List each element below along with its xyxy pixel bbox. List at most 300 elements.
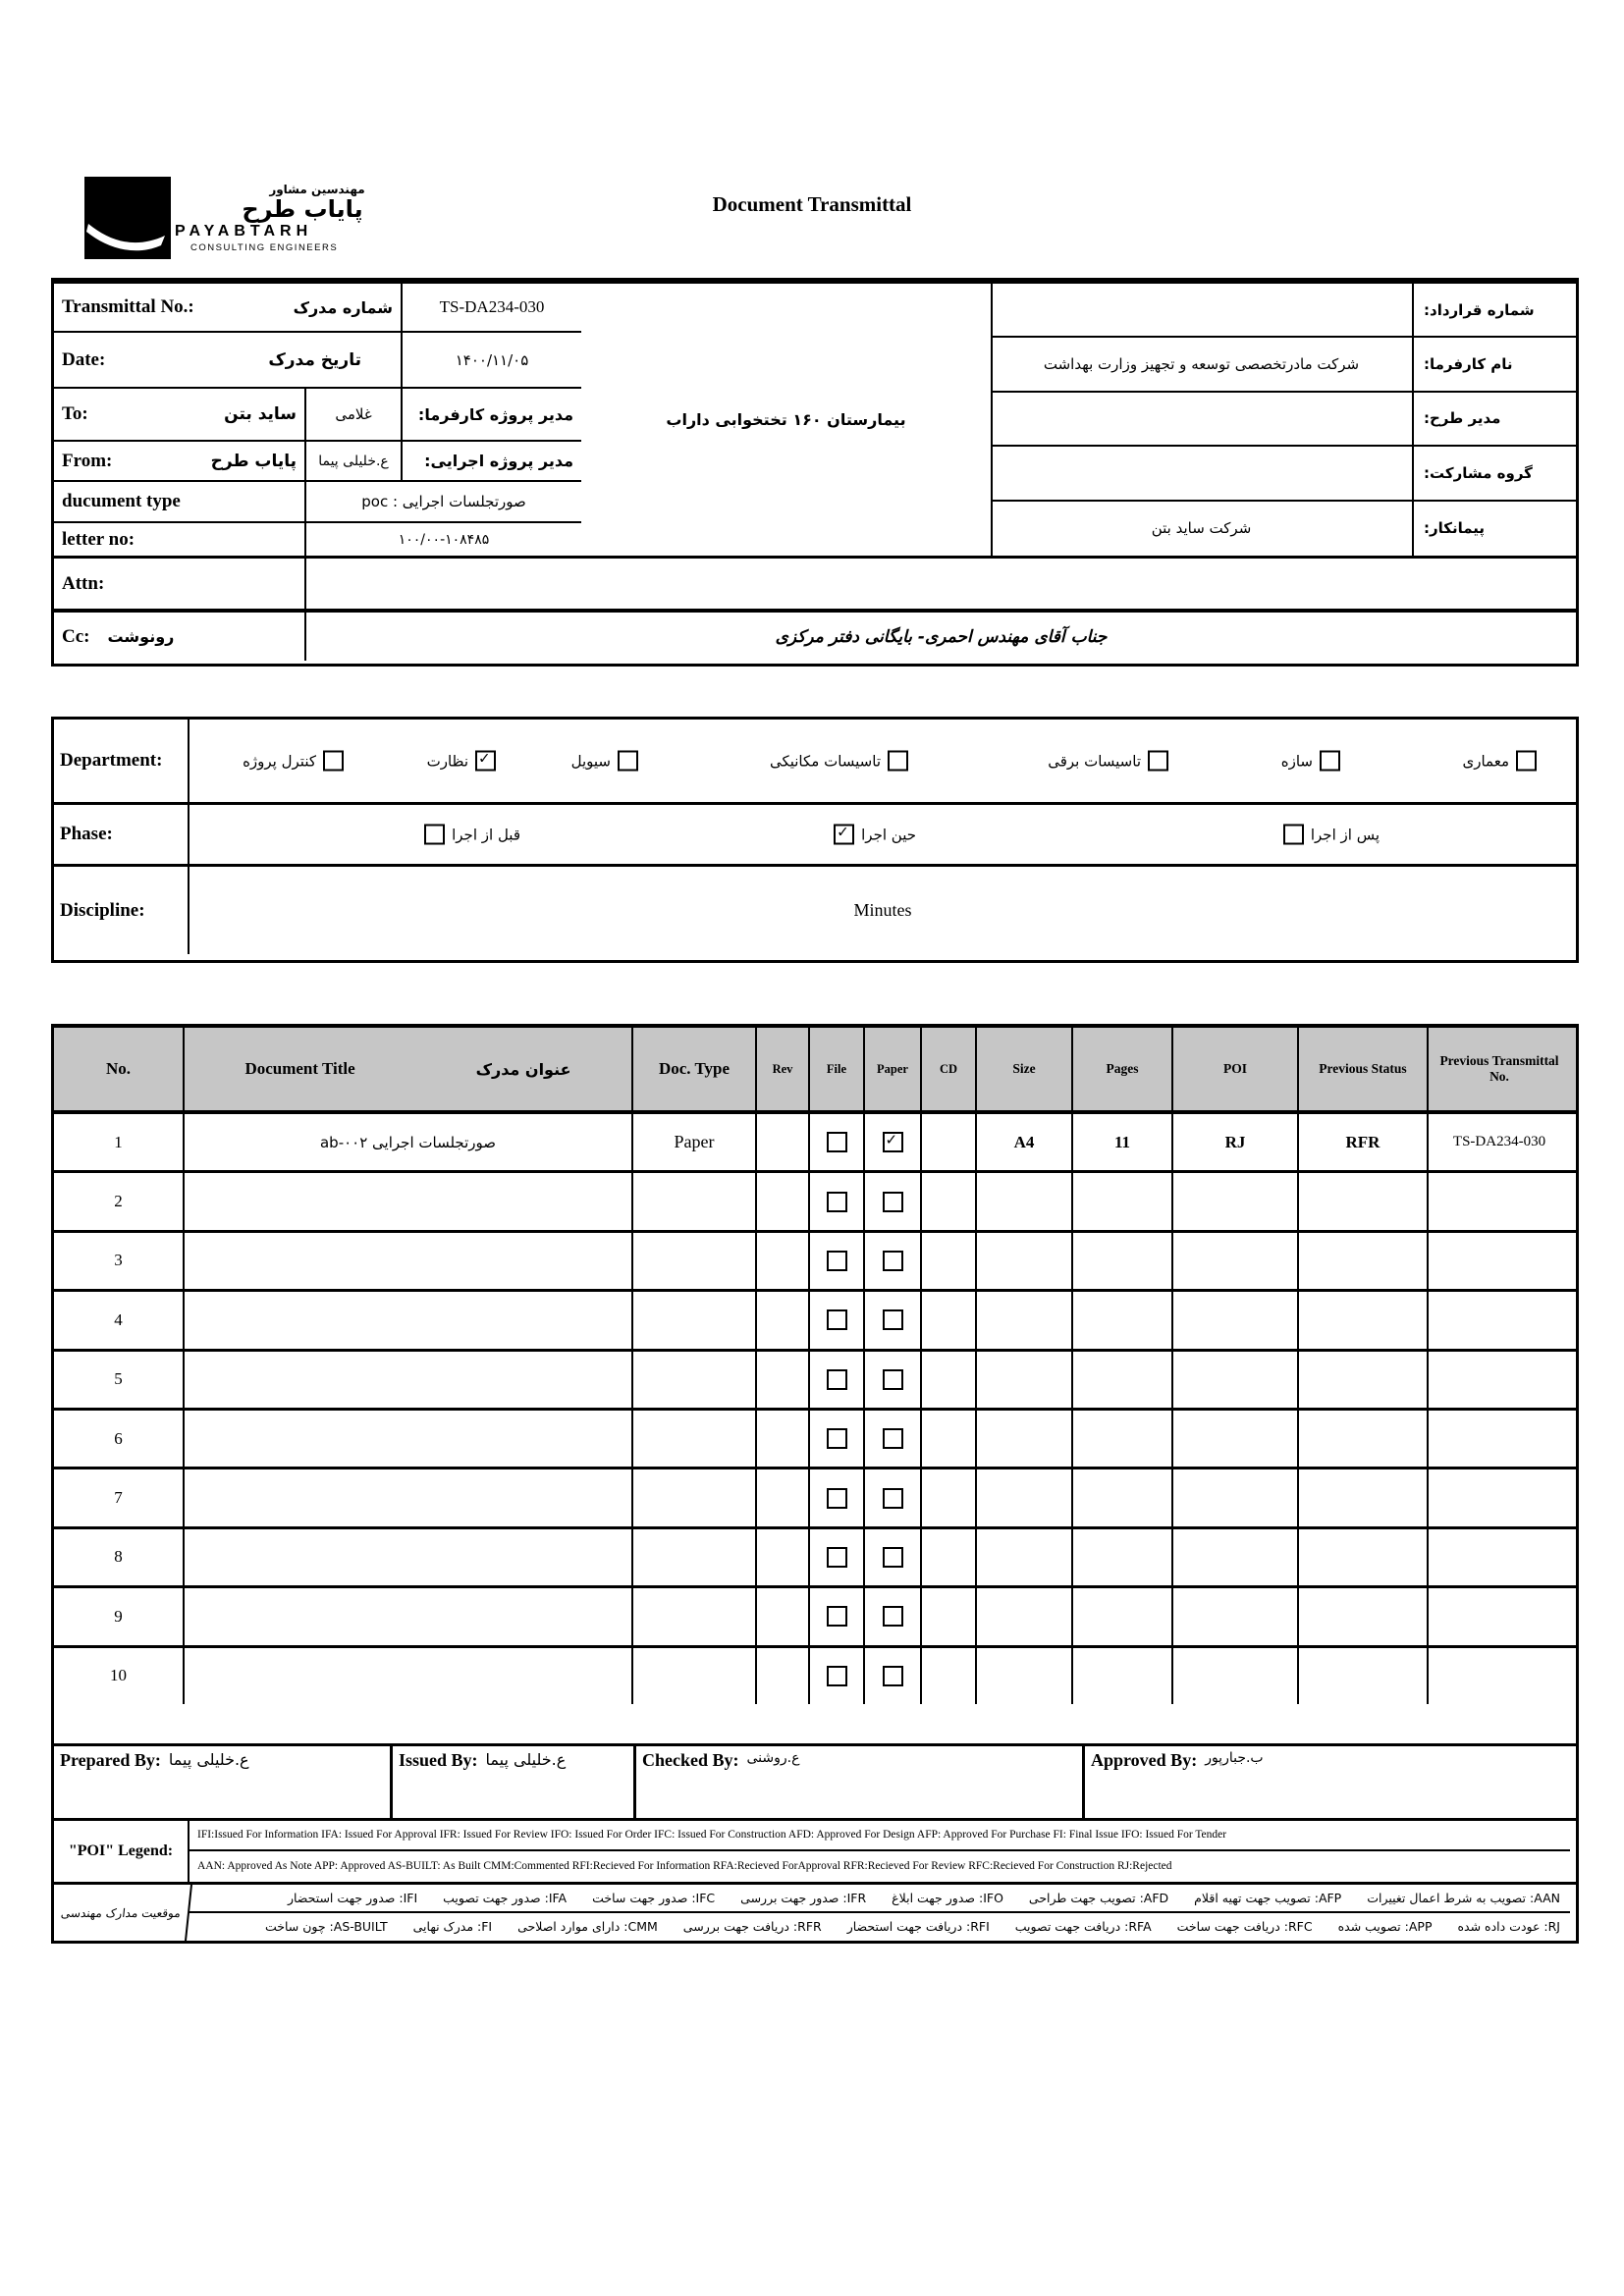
file-checkbox[interactable] [827, 1251, 847, 1271]
phase-option-2 [424, 825, 520, 845]
paper-checkbox[interactable] [883, 1369, 903, 1390]
table-row [54, 1411, 1576, 1469]
fa-legend-item: APP: تصویب شده [1337, 1919, 1433, 1935]
fa-legend-item: IFR: صدور جهت بررسی [740, 1890, 867, 1905]
cell-poi [1173, 1588, 1299, 1644]
file-checkbox[interactable] [827, 1309, 847, 1330]
cell-title [185, 1648, 633, 1704]
department-option-label: نظارت [426, 752, 468, 770]
cell-title [185, 1233, 633, 1289]
department-checkbox[interactable] [1516, 751, 1537, 772]
documents-table-body [54, 1114, 1576, 1704]
department-option-1 [1281, 751, 1340, 772]
department-option-label: کنترل پروژه [243, 752, 316, 770]
cell-size [977, 1411, 1073, 1467]
cell-cd [922, 1469, 977, 1525]
department-option-0 [1463, 751, 1538, 772]
paper-checkbox[interactable] [883, 1488, 903, 1509]
department-row [54, 720, 1576, 805]
cell-pages: 11 [1073, 1114, 1173, 1170]
logo-fa-small: مهندسین مشاور [269, 183, 365, 196]
department-option-label: سازه [1280, 752, 1313, 770]
cell-poi: RJ [1173, 1114, 1299, 1170]
from-value: پایاب طرح [210, 451, 297, 471]
documents-table [51, 1024, 1579, 1944]
cell-cd [922, 1588, 977, 1644]
checked-by-cell [636, 1746, 1085, 1818]
department-option-3 [770, 751, 908, 772]
cell-previous-status [1299, 1233, 1429, 1289]
phase-option-label: قبل از اجرا [452, 826, 520, 843]
logo-company-subtitle: CONSULTING ENGINEERS [190, 242, 339, 253]
cell-size [977, 1588, 1073, 1644]
table-row [54, 1233, 1576, 1292]
col-header-size: Size [977, 1028, 1073, 1110]
file-checkbox[interactable] [827, 1666, 847, 1686]
from-row [54, 442, 581, 482]
col-header-rev: Rev [757, 1028, 810, 1110]
cell-no: 8 [54, 1529, 185, 1585]
department-option-6 [243, 751, 344, 772]
transmittal-info-table [51, 278, 1579, 667]
project-name-cell [581, 284, 993, 556]
phase-checkbox[interactable] [424, 825, 445, 845]
department-checkbox[interactable] [1148, 751, 1168, 772]
table-row [54, 1648, 1576, 1704]
cell-rev [757, 1233, 810, 1289]
cell-previous-transmittal [1429, 1292, 1570, 1348]
cell-title [185, 1173, 633, 1229]
paper-checkbox[interactable] [883, 1309, 903, 1330]
cell-paper [865, 1292, 922, 1348]
contract-info-label: مدیر طرح: [1412, 393, 1576, 445]
col-header-paper: Paper [865, 1028, 922, 1110]
col-header-previous-transmittal: Previous Transmittal No. [1439, 1053, 1559, 1084]
documents-table-empty-strip [54, 1704, 1576, 1743]
cell-rev [757, 1352, 810, 1408]
contract-info-row [991, 393, 1576, 447]
cell-poi [1173, 1469, 1299, 1525]
department-option-label: معماری [1462, 752, 1509, 770]
cell-poi [1173, 1173, 1299, 1229]
cell-title [185, 1292, 633, 1348]
cell-size: A4 [977, 1114, 1073, 1170]
table-row [54, 1292, 1576, 1351]
cell-file [810, 1233, 865, 1289]
cell-previous-transmittal [1429, 1469, 1570, 1525]
paper-checkbox[interactable] [883, 1132, 903, 1152]
fa-legend-item: RFA: دریافت جهت تصویب [1014, 1919, 1152, 1935]
from-person: ع.خلیلی پیما [318, 453, 389, 469]
cell-previous-status [1299, 1648, 1429, 1704]
cell-size [977, 1292, 1073, 1348]
poi-legend [54, 1818, 1576, 1882]
table-row [54, 1352, 1576, 1411]
date-row [54, 333, 581, 389]
cell-doc-type [633, 1648, 757, 1704]
paper-checkbox[interactable] [883, 1251, 903, 1271]
phase-checkbox[interactable] [834, 825, 854, 845]
cell-title [185, 1352, 633, 1408]
cell-doc-type [633, 1173, 757, 1229]
col-header-title-fa: عنوان مدرک [475, 1059, 571, 1079]
department-option-label: تاسیسات مکانیکی [769, 752, 881, 770]
fa-legend-item: AFD: تصویب جهت طراحی [1028, 1890, 1169, 1905]
table-row [54, 1469, 1576, 1528]
cell-title [185, 1529, 633, 1585]
cell-previous-transmittal [1429, 1352, 1570, 1408]
transmittal-no-value: TS-DA234-030 [439, 297, 545, 316]
file-checkbox[interactable] [827, 1488, 847, 1509]
fa-legend-item: CMM: دارای موارد اصلاحی [517, 1919, 658, 1935]
cell-previous-transmittal: TS-DA234-030 [1452, 1134, 1546, 1150]
col-header-cd: CD [922, 1028, 977, 1110]
cell-previous-status: RFR [1299, 1114, 1429, 1170]
fa-legend-item: IFI: صدور جهت استحضار [287, 1890, 418, 1905]
cc-label-fa: رونوشت [107, 627, 175, 646]
cell-title [185, 1411, 633, 1467]
prepared-by-label: Prepared By: [60, 1749, 161, 1770]
cc-label: Cc: [62, 625, 90, 647]
discipline-row [54, 867, 1576, 954]
cell-doc-type [633, 1411, 757, 1467]
cell-rev [757, 1173, 810, 1229]
cell-paper [865, 1529, 922, 1585]
phase-row [54, 805, 1576, 867]
cell-pages [1073, 1352, 1173, 1408]
col-header-title [185, 1028, 633, 1110]
checked-by-value: ع.روشنی [746, 1749, 800, 1766]
col-header-file: File [810, 1028, 865, 1110]
approved-by-cell [1085, 1746, 1570, 1818]
to-row [54, 389, 581, 442]
cell-cd [922, 1173, 977, 1229]
attn-row [54, 556, 1576, 609]
fa-legend-line1 [189, 1885, 1570, 1913]
cell-rev [757, 1411, 810, 1467]
department-checkbox[interactable] [475, 751, 496, 772]
department-option-5 [427, 751, 496, 772]
fa-legend [54, 1882, 1576, 1941]
cell-paper [865, 1588, 922, 1644]
cc-row [54, 609, 1576, 661]
cell-pages [1073, 1588, 1173, 1644]
department-checkbox-group [189, 720, 1576, 802]
fa-legend-item: RFI: دریافت جهت استحضار [846, 1919, 990, 1935]
project-name: بیمارستان ۱۶۰ تختخوابی داراب [666, 410, 906, 429]
cell-cd [922, 1352, 977, 1408]
file-checkbox[interactable] [827, 1606, 847, 1627]
cell-no: 10 [54, 1648, 185, 1704]
cell-cd [922, 1648, 977, 1704]
file-checkbox[interactable] [827, 1547, 847, 1568]
paper-checkbox[interactable] [883, 1547, 903, 1568]
fa-legend-item: RFC: دریافت جهت ساخت [1176, 1919, 1313, 1935]
date-label: Date: [62, 348, 106, 370]
date-label-fa: تاریخ مدرک [268, 349, 361, 370]
cell-file [810, 1469, 865, 1525]
cell-rev [757, 1529, 810, 1585]
prepared-by-cell [54, 1746, 393, 1818]
cell-size [977, 1233, 1073, 1289]
fa-legend-item: RFR: دریافت جهت بررسی [682, 1919, 822, 1935]
cell-previous-transmittal [1429, 1588, 1570, 1644]
letter-no-row [54, 523, 581, 556]
department-option-label: تاسیسات برقی [1048, 752, 1141, 770]
cell-rev [757, 1292, 810, 1348]
cell-previous-transmittal [1429, 1411, 1570, 1467]
transmittal-left-block [54, 284, 581, 556]
transmittal-no-label: Transmittal No.: [62, 296, 194, 317]
department-checkbox[interactable] [323, 751, 344, 772]
poi-legend-line1: IFI:Issued For Information IFA: Issued For Approval IFR: Issued For Review IFO: Issued For Order IFC: Issued For Construction AFD: Approved For Design AFP: Approved For Purchase FI: Final Issue IFO: Issued For Tender [189, 1821, 1570, 1851]
cell-poi [1173, 1411, 1299, 1467]
cell-paper [865, 1411, 922, 1467]
cell-doc-type [633, 1469, 757, 1525]
cell-file [810, 1648, 865, 1704]
cell-doc-type [633, 1352, 757, 1408]
contract-info-row [991, 338, 1576, 392]
department-option-label: سیویل [570, 752, 611, 770]
cell-paper [865, 1173, 922, 1229]
col-header-doc-type: Doc. Type [633, 1028, 757, 1110]
cell-previous-transmittal [1429, 1173, 1570, 1229]
cell-cd [922, 1233, 977, 1289]
to-label: To: [62, 403, 88, 424]
issued-by-value: ع.خلیلی پیما [485, 1749, 567, 1769]
cell-pages [1073, 1469, 1173, 1525]
cell-file [810, 1352, 865, 1408]
contract-info-value: شرکت مادرتخصصی توسعه و تجهیز وزارت بهداشت [1043, 355, 1360, 374]
payabtarh-logo-icon [84, 177, 171, 259]
fa-legend-item: IFO: صدور جهت ابلاغ [892, 1890, 1003, 1905]
cell-no: 4 [54, 1292, 185, 1348]
cell-doc-type [633, 1292, 757, 1348]
file-checkbox[interactable] [827, 1132, 847, 1152]
paper-checkbox[interactable] [883, 1606, 903, 1627]
cell-no: 6 [54, 1411, 185, 1467]
page-title: Document Transmittal [712, 192, 912, 216]
issued-by-cell [393, 1746, 636, 1818]
checked-by-label: Checked By: [642, 1749, 739, 1770]
to-role-label: مدیر پروژه کارفرما: [417, 404, 573, 424]
letter-no-label: letter no: [62, 528, 135, 550]
phase-option-label: حین اجرا [861, 826, 916, 843]
fa-legend-item: AAN: تصویب به شرط اعمال تغییرات [1367, 1890, 1560, 1905]
fa-legend-item: AFP: تصویب جهت تهیه اقلام [1194, 1890, 1342, 1905]
file-checkbox[interactable] [827, 1428, 847, 1449]
cell-no: 9 [54, 1588, 185, 1644]
cell-previous-status [1299, 1411, 1429, 1467]
cell-previous-status [1299, 1173, 1429, 1229]
cell-file [810, 1114, 865, 1170]
attn-label: Attn: [62, 572, 105, 594]
cell-title [185, 1469, 633, 1525]
paper-checkbox[interactable] [883, 1666, 903, 1686]
col-header-poi: POI [1173, 1028, 1299, 1110]
department-table [51, 717, 1579, 963]
cell-cd [922, 1529, 977, 1585]
cell-poi [1173, 1352, 1299, 1408]
cell-rev [757, 1469, 810, 1525]
phase-label: Phase: [54, 805, 189, 864]
contract-info-row [991, 284, 1576, 338]
table-row [54, 1588, 1576, 1647]
department-checkbox[interactable] [888, 751, 908, 772]
approved-by-label: Approved By: [1091, 1749, 1198, 1770]
logo-fa-large: پایاب طرح [242, 195, 363, 223]
contract-info-value [991, 447, 1412, 499]
cell-doc-type [633, 1588, 757, 1644]
cell-size [977, 1352, 1073, 1408]
cell-pages [1073, 1529, 1173, 1585]
cell-previous-transmittal [1429, 1529, 1570, 1585]
col-header-no: No. [54, 1028, 185, 1110]
col-header-title-en: Document Title [244, 1059, 355, 1078]
department-option-4 [571, 751, 638, 772]
cell-previous-status [1299, 1292, 1429, 1348]
cell-rev [757, 1114, 810, 1170]
fa-legend-line2 [189, 1913, 1570, 1941]
contract-info-row [991, 502, 1576, 556]
cell-paper [865, 1233, 922, 1289]
phase-checkbox-group [189, 805, 1576, 864]
from-label: From: [62, 450, 113, 471]
department-label: Department: [54, 720, 189, 802]
cell-previous-status [1299, 1529, 1429, 1585]
contract-info-label: نام کارفرما: [1412, 338, 1576, 390]
cell-doc-type: Paper [633, 1114, 757, 1170]
phase-option-0 [1283, 825, 1380, 845]
cell-file [810, 1173, 865, 1229]
cell-cd [922, 1114, 977, 1170]
contract-info-label: پیمانکار: [1412, 502, 1576, 556]
document-type-row [54, 482, 581, 523]
cell-rev [757, 1588, 810, 1644]
cc-value: جناب آقای مهندس احمری- بایگانی دفتر مرکزی [775, 626, 1108, 647]
contract-info-row [991, 447, 1576, 501]
cell-poi [1173, 1529, 1299, 1585]
letter-no-value: ۱۰۰/۰۰-۱۰۸۴۸۵ [398, 531, 490, 548]
transmittal-no-row [54, 284, 581, 333]
cell-pages [1073, 1173, 1173, 1229]
department-option-2 [1048, 751, 1168, 772]
cell-no: 7 [54, 1469, 185, 1525]
cell-file [810, 1588, 865, 1644]
phase-checkbox[interactable] [1283, 825, 1304, 845]
fa-legend-item: IFA: صدور جهت تصویب [443, 1890, 568, 1905]
cell-title [185, 1588, 633, 1644]
cell-size [977, 1469, 1073, 1525]
cell-paper [865, 1352, 922, 1408]
date-value: ۱۴۰۰/۱۱/۰۵ [455, 350, 529, 369]
cell-size [977, 1529, 1073, 1585]
file-checkbox[interactable] [827, 1369, 847, 1390]
fa-legend-item: RJ: عودت داده شده [1457, 1919, 1560, 1935]
cell-size [977, 1648, 1073, 1704]
contract-info-value [991, 284, 1412, 336]
cell-poi [1173, 1233, 1299, 1289]
cell-poi [1173, 1292, 1299, 1348]
cell-previous-status [1299, 1588, 1429, 1644]
cell-cd [922, 1292, 977, 1348]
cell-no: 3 [54, 1233, 185, 1289]
fa-legend-label: موقعیت مدارک مهندسی [51, 1885, 192, 1941]
approved-by-value: ب.جبارپور [1205, 1749, 1264, 1766]
to-value: ساید بتن [224, 404, 297, 424]
cell-file [810, 1411, 865, 1467]
prepared-by-value: ع.خلیلی پیما [168, 1749, 249, 1769]
col-header-pages: Pages [1073, 1028, 1173, 1110]
document-type-value: صورتجلسات اجرایی : poc [361, 493, 526, 510]
cell-pages [1073, 1233, 1173, 1289]
cell-title: صورتجلسات اجرایی ab-۰۰۲ [185, 1114, 633, 1170]
paper-checkbox[interactable] [883, 1192, 903, 1212]
contract-info-label: شماره قرارداد: [1412, 284, 1576, 336]
file-checkbox[interactable] [827, 1192, 847, 1212]
department-checkbox[interactable] [1320, 751, 1340, 772]
cell-previous-transmittal [1429, 1233, 1570, 1289]
cell-previous-status [1299, 1352, 1429, 1408]
phase-option-label: پس از اجرا [1310, 826, 1380, 843]
cell-pages [1073, 1411, 1173, 1467]
paper-checkbox[interactable] [883, 1428, 903, 1449]
cell-doc-type [633, 1529, 757, 1585]
cell-no: 5 [54, 1352, 185, 1408]
cell-rev [757, 1648, 810, 1704]
transmittal-no-label-fa: شماره مدرک [293, 297, 393, 317]
discipline-label: Discipline: [54, 867, 189, 954]
issued-by-label: Issued By: [399, 1749, 478, 1770]
phase-option-1 [834, 825, 916, 845]
cell-no: 2 [54, 1173, 185, 1229]
col-header-previous-status: Previous Status [1299, 1028, 1429, 1110]
cell-previous-status [1299, 1469, 1429, 1525]
document-type-label: ducument type [62, 491, 181, 511]
table-row [54, 1173, 1576, 1232]
cell-paper [865, 1114, 922, 1170]
cell-previous-transmittal [1429, 1648, 1570, 1704]
cell-poi [1173, 1648, 1299, 1704]
table-row [54, 1114, 1576, 1173]
contract-info-value [991, 393, 1412, 445]
cell-pages [1073, 1292, 1173, 1348]
fa-legend-item: IFC: صدور جهت ساخت [592, 1890, 716, 1905]
transmittal-right-block [991, 284, 1576, 556]
contract-info-value: شرکت ساید بتن [1151, 519, 1252, 538]
documents-table-header [54, 1028, 1576, 1114]
discipline-value: Minutes [853, 900, 912, 920]
from-role-label: مدیر پروژه اجرایی: [424, 452, 573, 470]
cell-pages [1073, 1648, 1173, 1704]
to-person: غلامی [335, 405, 372, 423]
cell-doc-type [633, 1233, 757, 1289]
poi-legend-line2: AAN: Approved As Note APP: Approved AS-BUILT: As Built CMM:Commented RFI:Recieved For Information RFA:Recieved ForApproval RFR:Recieved For Review RFC:Recieved For Construction RJ:Rejected [197, 1860, 1172, 1873]
department-checkbox[interactable] [618, 751, 638, 772]
fa-legend-item: FI: مدرک نهایی [412, 1919, 493, 1935]
cell-file [810, 1529, 865, 1585]
poi-legend-label: "POI" Legend: [54, 1821, 189, 1882]
cell-size [977, 1173, 1073, 1229]
fa-legend-item: AS-BUILT: چون ساخت [264, 1919, 388, 1935]
logo-company-name: PAYABTARH [175, 223, 313, 240]
table-row [54, 1529, 1576, 1588]
cell-no: 1 [54, 1114, 185, 1170]
contract-info-label: گروه مشارکت: [1412, 447, 1576, 499]
cell-file [810, 1292, 865, 1348]
signature-row [54, 1743, 1576, 1818]
cell-paper [865, 1469, 922, 1525]
